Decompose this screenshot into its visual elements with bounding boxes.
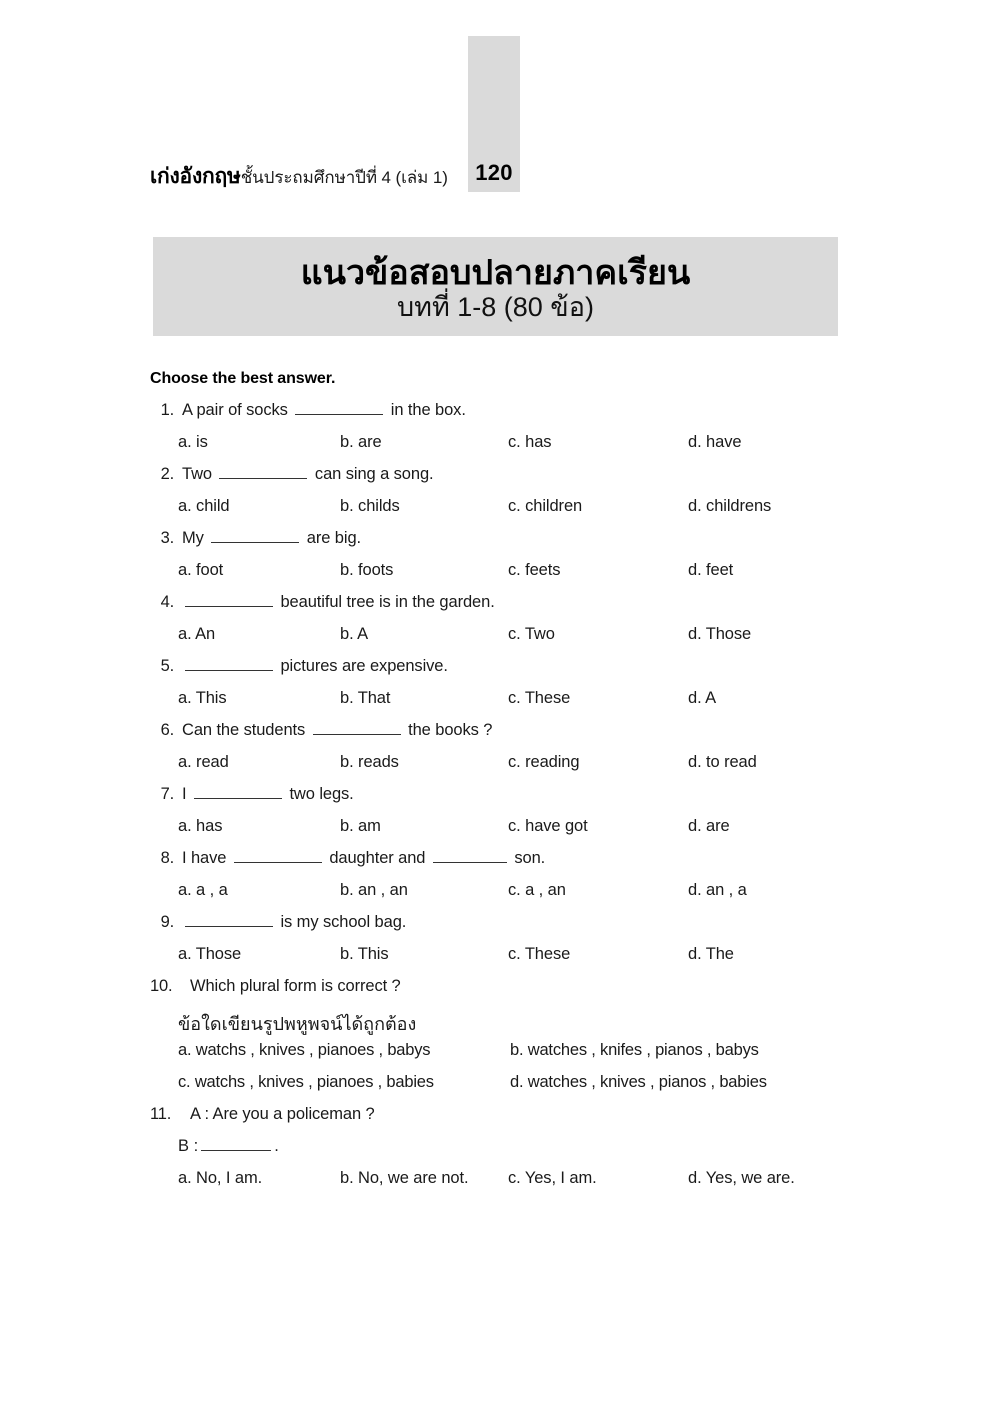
option-d[interactable]: d. an , a bbox=[688, 881, 747, 899]
question-block bbox=[150, 849, 850, 913]
option-row bbox=[150, 561, 850, 593]
question-number: 4. bbox=[160, 593, 174, 611]
option-b[interactable]: b. are bbox=[340, 433, 382, 451]
question-text bbox=[182, 593, 495, 612]
question-number: 3. bbox=[160, 529, 174, 547]
question-number: 8. bbox=[160, 849, 174, 867]
question-text bbox=[182, 849, 545, 868]
question-line bbox=[150, 593, 850, 625]
question-text-fragment: beautiful tree is in the garden. bbox=[276, 593, 495, 611]
option-d[interactable]: d. A bbox=[688, 689, 717, 707]
question-line bbox=[150, 401, 850, 433]
option-c[interactable]: c. a , an bbox=[508, 881, 566, 899]
question-text-fragment: A pair of socks bbox=[182, 401, 293, 419]
option-a[interactable]: a. read bbox=[178, 753, 229, 771]
option-a[interactable]: a. No, I am. bbox=[178, 1169, 263, 1187]
question-line bbox=[150, 1105, 850, 1137]
option-d[interactable]: d. Those bbox=[688, 625, 752, 643]
question-number: 10. bbox=[150, 977, 173, 995]
dialogue-line-a: A : Are you a policeman ? bbox=[190, 1105, 375, 1123]
question-number: 6. bbox=[160, 721, 174, 739]
question-line bbox=[150, 785, 850, 817]
option-c[interactable]: c. Yes, I am. bbox=[508, 1169, 597, 1187]
question-number: 2. bbox=[160, 465, 174, 483]
option-d[interactable]: d. The bbox=[688, 945, 734, 963]
question-text bbox=[182, 465, 434, 484]
option-row bbox=[150, 689, 850, 721]
answer-blank[interactable] bbox=[313, 721, 401, 735]
question-number: 5. bbox=[160, 657, 174, 675]
option-c[interactable]: c. These bbox=[508, 945, 571, 963]
option-d[interactable]: d. Yes, we are. bbox=[688, 1169, 795, 1187]
question-thai-prompt: ข้อใดเขียนรูปพหูพจน์ได้ถูกต้อง bbox=[178, 1014, 417, 1034]
option-d[interactable]: d. to read bbox=[688, 753, 757, 771]
option-row bbox=[150, 817, 850, 849]
option-b[interactable]: b. am bbox=[340, 817, 381, 835]
option-row bbox=[150, 497, 850, 529]
question-text: Which plural form is correct ? bbox=[190, 977, 401, 995]
question-text-fragment: daughter and bbox=[324, 849, 430, 867]
question-number: 9. bbox=[160, 913, 174, 931]
question-number: 11. bbox=[150, 1105, 172, 1123]
answer-blank[interactable] bbox=[185, 913, 273, 927]
option-row bbox=[150, 1041, 850, 1073]
question-block bbox=[150, 465, 850, 529]
questions-list bbox=[150, 401, 850, 977]
option-a[interactable]: a. is bbox=[178, 433, 208, 451]
dialogue-line-b bbox=[150, 1137, 850, 1169]
question-block-11 bbox=[150, 1105, 850, 1201]
option-a[interactable]: a. foot bbox=[178, 561, 224, 579]
question-block bbox=[150, 785, 850, 849]
option-c[interactable]: c. reading bbox=[508, 753, 580, 771]
option-b[interactable]: b. This bbox=[340, 945, 389, 963]
question-text bbox=[182, 721, 492, 740]
option-row bbox=[150, 625, 850, 657]
option-row bbox=[150, 881, 850, 913]
dialogue-b-suffix: . bbox=[274, 1137, 279, 1155]
question-block bbox=[150, 913, 850, 977]
option-a[interactable]: a. a , a bbox=[178, 881, 228, 899]
option-b[interactable]: b. watches , knifes , pianos , babys bbox=[510, 1041, 759, 1059]
option-a[interactable]: a. Those bbox=[178, 945, 242, 963]
question-text-fragment: in the box. bbox=[386, 401, 466, 419]
question-text-fragment: can sing a song. bbox=[310, 465, 434, 483]
option-row bbox=[150, 753, 850, 785]
question-block bbox=[150, 593, 850, 657]
answer-blank[interactable] bbox=[185, 593, 273, 607]
answer-blank[interactable] bbox=[295, 401, 383, 415]
question-number: 1. bbox=[160, 401, 174, 419]
question-line bbox=[150, 465, 850, 497]
question-text-fragment: My bbox=[182, 529, 209, 547]
option-b[interactable]: b. an , an bbox=[340, 881, 408, 899]
option-a[interactable]: a. This bbox=[178, 689, 227, 707]
question-text bbox=[182, 529, 361, 548]
option-row bbox=[150, 945, 850, 977]
question-text bbox=[182, 913, 406, 932]
question-block bbox=[150, 529, 850, 593]
option-d[interactable]: d. have bbox=[688, 433, 742, 451]
dialogue-b-prefix: B : bbox=[178, 1137, 199, 1155]
option-d[interactable]: d. childrens bbox=[688, 497, 772, 515]
question-line bbox=[150, 977, 850, 1009]
option-a[interactable]: a. watchs , knives , pianoes , babys bbox=[178, 1041, 431, 1059]
answer-blank[interactable] bbox=[433, 849, 507, 863]
option-d[interactable]: d. are bbox=[688, 817, 730, 835]
option-c[interactable]: c. have got bbox=[508, 817, 588, 835]
answer-blank[interactable] bbox=[234, 849, 322, 863]
question-line bbox=[150, 721, 850, 753]
question-block bbox=[150, 401, 850, 465]
exam-title: แนวข้อสอบปลายภาคเรียน bbox=[300, 253, 691, 292]
answer-blank[interactable] bbox=[219, 465, 307, 479]
option-a[interactable]: a. An bbox=[178, 625, 216, 643]
question-text-fragment: the books ? bbox=[403, 721, 493, 739]
option-c[interactable]: c. children bbox=[508, 497, 583, 515]
header-subtitle: ชั้นประถมศึกษาปีที่ 4 (เล่ม 1) bbox=[240, 168, 448, 187]
option-b[interactable]: b. foots bbox=[340, 561, 394, 579]
option-c[interactable]: c. Two bbox=[508, 625, 555, 643]
option-b[interactable]: b. That bbox=[340, 689, 391, 707]
option-d[interactable]: d. watches , knives , pianos , babies bbox=[510, 1073, 767, 1091]
option-b[interactable]: b. childs bbox=[340, 497, 400, 515]
question-text-fragment: is my school bag. bbox=[276, 913, 407, 931]
answer-blank[interactable] bbox=[185, 657, 273, 671]
option-row bbox=[150, 1073, 850, 1105]
question-block bbox=[150, 657, 850, 721]
option-c[interactable]: c. has bbox=[508, 433, 552, 451]
exam-body bbox=[150, 370, 850, 1201]
question-text bbox=[182, 401, 466, 420]
question-text-fragment: pictures are expensive. bbox=[276, 657, 448, 675]
option-c[interactable]: c. watchs , knives , pianoes , babies bbox=[178, 1073, 434, 1091]
question-text-fragment: two legs. bbox=[284, 785, 354, 803]
question-line bbox=[150, 849, 850, 881]
question-text bbox=[182, 785, 354, 804]
running-header bbox=[150, 160, 448, 190]
answer-blank[interactable] bbox=[201, 1137, 271, 1151]
question-text bbox=[182, 657, 448, 676]
question-number: 7. bbox=[160, 785, 174, 803]
option-b[interactable]: b. A bbox=[340, 625, 369, 643]
answer-blank[interactable] bbox=[194, 785, 282, 799]
question-text-fragment: son. bbox=[509, 849, 546, 867]
option-c[interactable]: c. These bbox=[508, 689, 571, 707]
option-b[interactable]: b. No, we are not. bbox=[340, 1169, 469, 1187]
option-a[interactable]: a. child bbox=[178, 497, 230, 515]
page-number: 120 bbox=[475, 160, 513, 185]
instruction-text: Choose the best answer. bbox=[150, 370, 336, 387]
question-block bbox=[150, 721, 850, 785]
option-a[interactable]: a. has bbox=[178, 817, 223, 835]
option-c[interactable]: c. feets bbox=[508, 561, 561, 579]
exam-title-banner bbox=[153, 237, 838, 336]
question-line bbox=[150, 529, 850, 561]
question-line bbox=[150, 913, 850, 945]
option-row bbox=[150, 1169, 850, 1201]
question-block-10 bbox=[150, 977, 850, 1105]
question-text-fragment: Two bbox=[182, 465, 217, 483]
answer-blank[interactable] bbox=[211, 529, 299, 543]
question-text-fragment: I bbox=[182, 785, 191, 803]
question-text-fragment: Can the students bbox=[182, 721, 310, 739]
exam-subtitle: บทที่ 1-8 (80 ข้อ) bbox=[397, 292, 594, 323]
question-line bbox=[150, 657, 850, 689]
question-text-fragment: are big. bbox=[302, 529, 362, 547]
option-d[interactable]: d. feet bbox=[688, 561, 734, 579]
option-b[interactable]: b. reads bbox=[340, 753, 399, 771]
question-text-fragment: I have bbox=[182, 849, 231, 867]
header-book-title: เก่งอังกฤษ bbox=[150, 165, 241, 188]
option-row bbox=[150, 433, 850, 465]
